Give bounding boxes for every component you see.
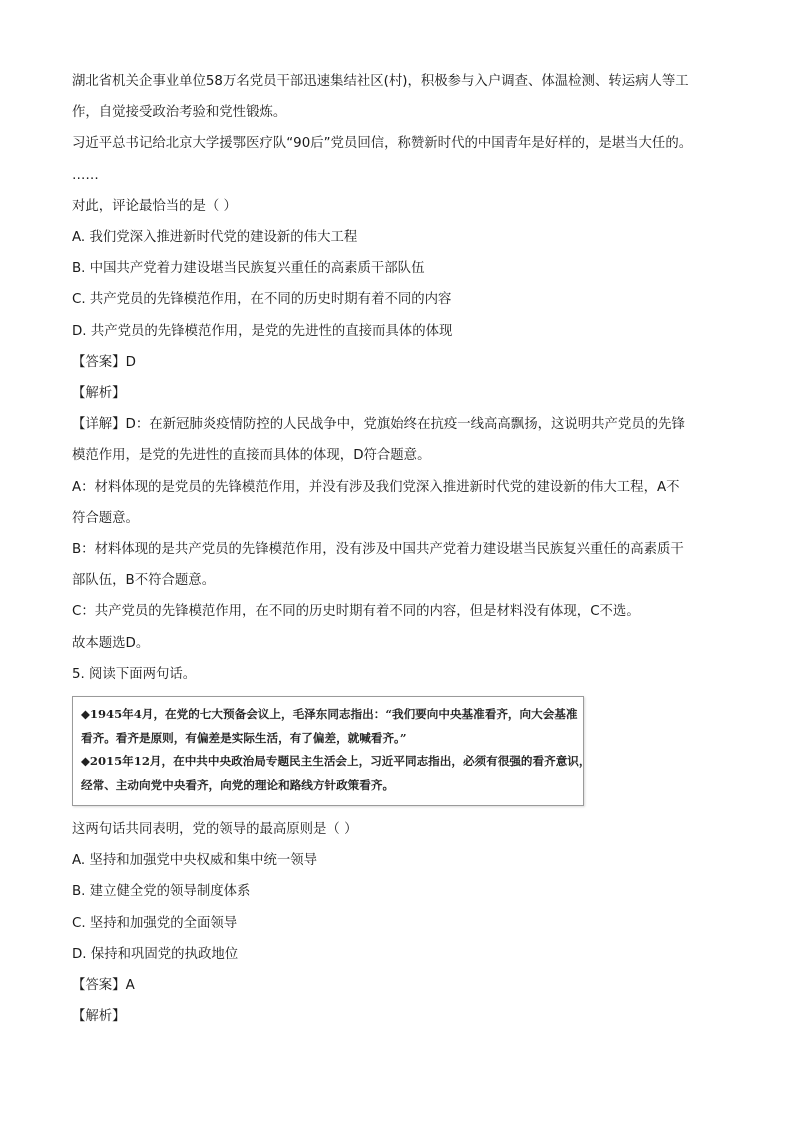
- answer-value: A: [125, 978, 135, 994]
- question-4: [72, 191, 734, 659]
- q5-option-d: D. 保持和巩固党的执政地位: [72, 946, 239, 962]
- q4-analysis-line: 模范作用，是党的先进性的直接而具体的体现，D符合题意。: [72, 448, 431, 464]
- q5-analysis-tag: 【解析】: [72, 1009, 126, 1025]
- q5-option-a: A. 坚持和加强党中央权威和集中统一领导: [72, 853, 318, 869]
- quote-line: 经常、主动向党中央看齐，向党的理论和路线方针政策看齐。: [81, 777, 395, 792]
- q4-option-b: B. 中国共产党着力建设堪当民族复兴重任的高素质干部队伍: [72, 261, 425, 277]
- material-line: 作，自觉接受政治考验和党性锻炼。: [72, 105, 287, 121]
- q4-analysis-line: C：共产党员的先锋模范作用，在不同的历史时期有着不同的内容，但是材料没有体现，C不选。: [72, 604, 640, 620]
- q4-analysis-line: 故本题选D。: [72, 635, 150, 651]
- q4-analysis-line: 部队伍，B不符合题意。: [72, 573, 216, 589]
- q4-option-a: A. 我们党深入推进新时代党的建设新的伟大工程: [72, 230, 358, 246]
- question-5: [72, 659, 734, 1033]
- answer-tag: 【答案】: [72, 978, 126, 994]
- q4-analysis-tag: 【解析】: [72, 386, 126, 402]
- q4-option-c: C. 共产党员的先锋模范作用，在不同的历史时期有着不同的内容: [72, 292, 452, 308]
- q4-option-d: D. 共产党员的先锋模范作用，是党的先进性的直接而具体的体现: [72, 323, 453, 339]
- q4-stem: 对此，评论最恰当的是（ ）: [72, 198, 237, 214]
- q4-analysis-line: 【详解】D：在新冠肺炎疫情防控的人民战争中，党旗始终在抗疫一线高高飘扬，这说明共产党员的先锋: [72, 417, 685, 433]
- material-line: 湖北省机关企事业单位58万名党员干部迅速集结社区(村)，积极参与入户调查、体温检测、转运病人等工: [72, 74, 689, 89]
- answer-tag: 【答案】: [72, 354, 126, 370]
- material-line: 习近平总书记给北京大学援鄂医疗队“90后”党员回信，称赞新时代的中国青年是好样的，是堪当大任的。: [72, 136, 693, 152]
- quote-box: [72, 696, 591, 806]
- q5-title: 5. 阅读下面两句话。: [72, 666, 197, 682]
- quote-line: ◆2015年12月，在中共中央政治局专题民主生活会上，习近平同志指出，必须有很强的看齐意识，: [81, 754, 591, 769]
- material-text: [72, 66, 734, 191]
- q5-answer: [72, 970, 734, 1001]
- material-ellipsis: ……: [72, 167, 99, 183]
- q4-analysis-line: 符合题意。: [72, 510, 139, 526]
- quote-line: ◆1945年4月，在党的七大预备会议上，毛泽东同志指出：“我们要向中央基准看齐，向大会基准: [81, 707, 578, 722]
- q5-option-b: B. 建立健全党的领导制度体系: [72, 884, 251, 900]
- q4-analysis-line: B：材料体现的是共产党员的先锋模范作用，没有涉及中国共产党着力建设堪当民族复兴重任的高素质干: [72, 542, 684, 558]
- answer-value: D: [125, 354, 136, 370]
- q5-option-c: C. 坚持和加强党的全面领导: [72, 915, 238, 931]
- q4-analysis-line: A：材料体现的是党员的先锋模范作用，并没有涉及我们党深入推进新时代党的建设新的伟大工程，A不: [72, 479, 680, 495]
- quote-line: 看齐。看齐是原则，有偏差是实际生活，有了偏差，就喊看齐。”: [81, 730, 407, 745]
- q4-answer: [72, 347, 734, 378]
- q5-stem: 这两句话共同表明，党的领导的最高原则是（ ）: [72, 822, 358, 838]
